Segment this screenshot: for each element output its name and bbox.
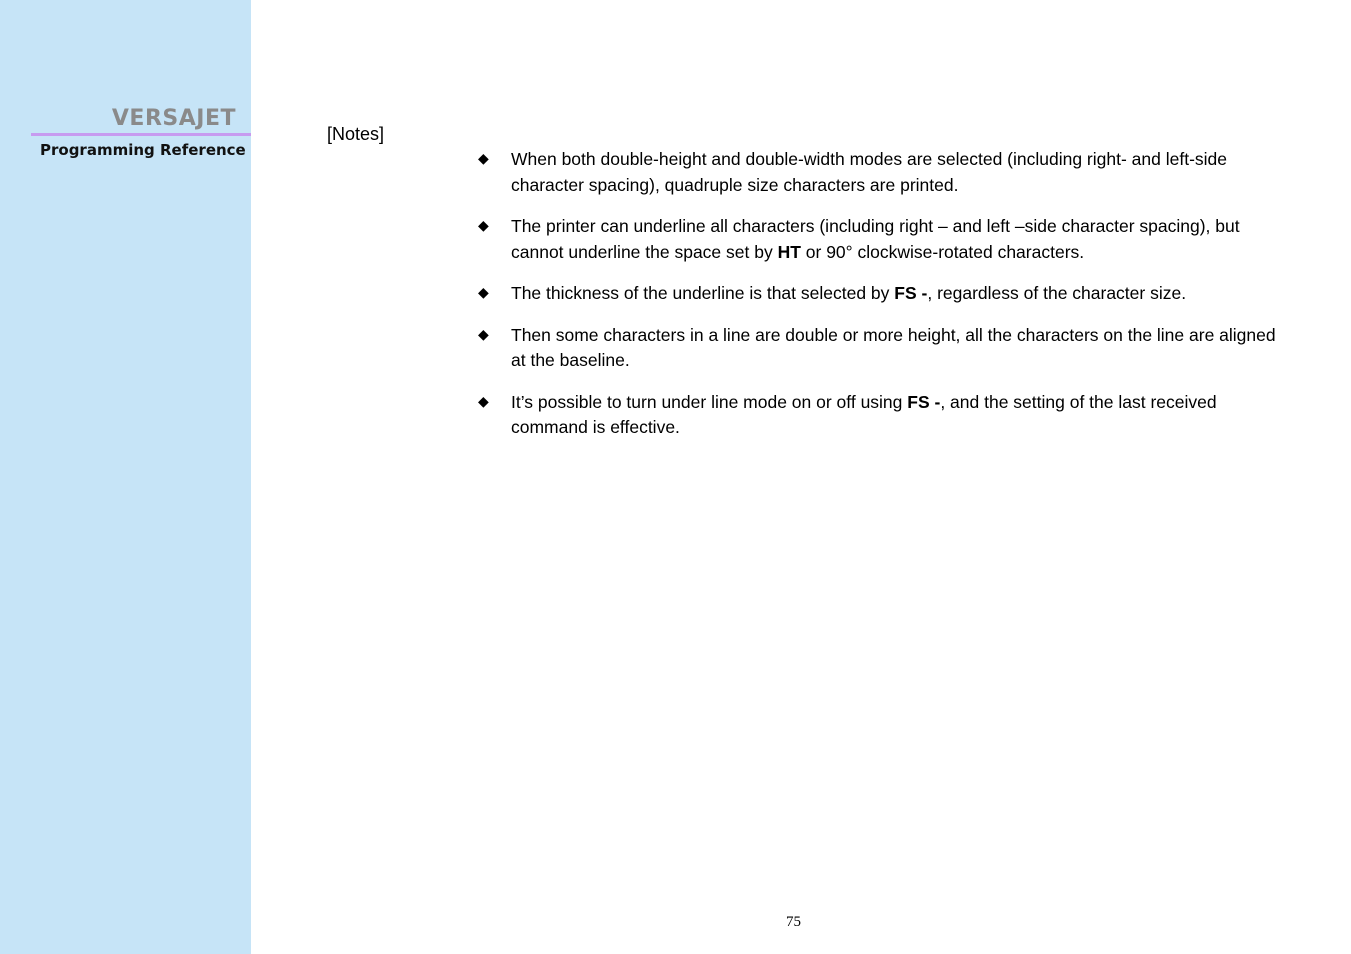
- brand-logo-text: VERSAJET: [111, 106, 236, 131]
- note-item: [476, 323, 1276, 374]
- notes-list: [476, 147, 1276, 457]
- note-text: The printer can underline all characters (including right – and left –side character spacing), but cannot underline the space set by: [511, 216, 1240, 262]
- note-command: FS -: [907, 391, 941, 412]
- note-text-after: , and the setting of the last received command is effective.: [511, 391, 1217, 437]
- diamond-bullet-icon: ◆: [478, 393, 489, 410]
- note-text: It’s possible to turn under line mode on or off using: [511, 391, 908, 412]
- notes-heading: [Notes]: [327, 124, 385, 144]
- note-text: The thickness of the underline is that selected by: [511, 283, 895, 303]
- note-item: [476, 390, 1276, 441]
- note-item: [476, 147, 1276, 198]
- sidebar: [0, 0, 251, 954]
- note-text-after: or 90° clockwise-rotated characters.: [800, 241, 1085, 262]
- diamond-bullet-icon: ◆: [478, 326, 489, 343]
- note-item: [476, 281, 1276, 307]
- document-subtitle: Programming Reference: [40, 141, 246, 159]
- note-text: When both double-height and double-width modes are selected (including right- and left-side character spacing), quadruple size characters are printed.: [511, 149, 1227, 195]
- note-command: FS -: [894, 283, 928, 303]
- note-text-after: , regardless of the character size.: [927, 283, 1187, 303]
- note-text: Then some characters in a line are double or more height, all the characters on the line are aligned at the baseline.: [511, 324, 1276, 370]
- diamond-bullet-icon: ◆: [478, 218, 489, 234]
- note-command: HT: [777, 241, 801, 262]
- diamond-bullet-icon: ◆: [478, 285, 489, 301]
- note-item: [476, 214, 1276, 265]
- diamond-bullet-icon: ◆: [478, 151, 489, 167]
- brand-underline: [31, 133, 251, 136]
- page-number: 75: [786, 914, 801, 930]
